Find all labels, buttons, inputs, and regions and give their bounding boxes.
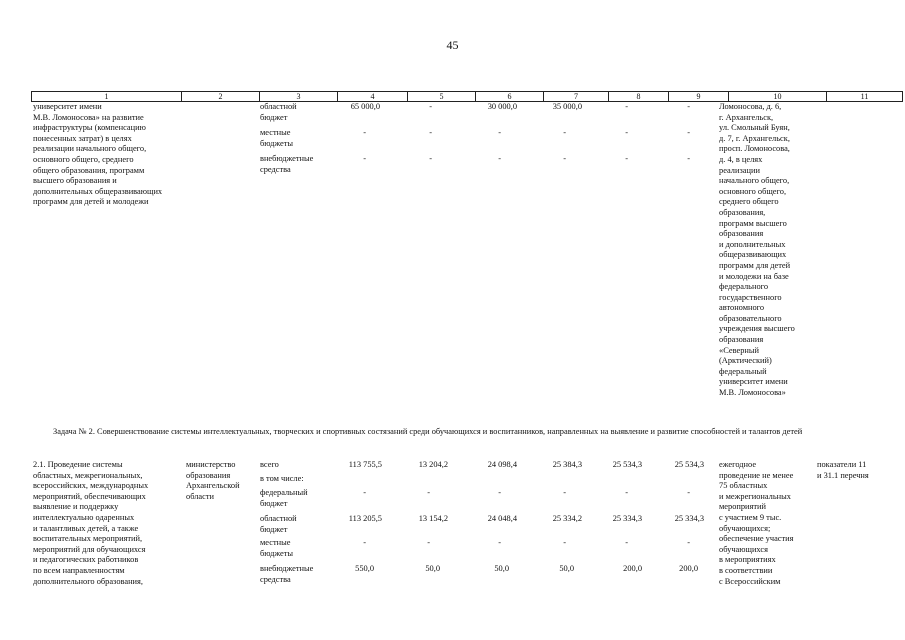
block2-total-y4: 25 534,3 bbox=[612, 460, 642, 469]
block2-extrabudget-y3: 50,0 bbox=[559, 564, 574, 573]
block2-indicators: показатели 11 и 31.1 перечня bbox=[817, 460, 869, 480]
block1-extrabudget-y1: - bbox=[429, 154, 432, 163]
block2-regional-y2: 24 048,4 bbox=[487, 514, 517, 523]
block1-local-total: - bbox=[363, 128, 366, 137]
block1-regional-y5: - bbox=[687, 102, 690, 111]
header-col-7: 7 bbox=[544, 92, 609, 102]
block2-regional-y1: 13 154,2 bbox=[418, 514, 448, 523]
block2-regional-y3: 25 334,2 bbox=[552, 514, 582, 523]
block2-regional-sum: 113 205,5 bbox=[348, 514, 382, 523]
block1-local-y1: - bbox=[429, 128, 432, 137]
block2-federal-y2: - bbox=[498, 488, 501, 497]
block2-total-y2: 24 098,4 bbox=[487, 460, 517, 469]
block2-total-sum: 113 755,5 bbox=[348, 460, 382, 469]
header-col-4: 4 bbox=[338, 92, 408, 102]
block2-federal-y1: - bbox=[427, 488, 430, 497]
block2-source-regional: областной бюджет bbox=[260, 514, 297, 534]
block1-regional-y1: - bbox=[429, 102, 432, 111]
header-col-11: 11 bbox=[827, 92, 903, 102]
header-col-1: 1 bbox=[32, 92, 182, 102]
block1-source-local: местные бюджеты bbox=[260, 128, 294, 148]
block2-local-y1: - bbox=[427, 538, 430, 547]
block1-local-y5: - bbox=[687, 128, 690, 137]
block1-result: Ломоносова, д. 6, г. Архангельск, ул. Смольный Буян, д. 7, г. Архангельск, просп. Ломоносова, д. 4, в целях реализации начального общего, основного общего, среднего общего образования, программ высшего образования и дополнительных общеразвивающих программ для детей и молодежи на базе федерального государственного автономного образовательного учреждения высшего образования «Северный (Арктический) федеральный университет имени М.В. Ломоносова» bbox=[719, 102, 795, 398]
block1-extrabudget-y5: - bbox=[687, 154, 690, 163]
block2-result: ежегодное проведение не менее 75 областных и межрегиональных мероприятий с участием 9 тыс. обучающихся; обеспечение участия обучающихся в мероприятиях в соответствии с Всероссийским bbox=[719, 460, 794, 586]
block1-extrabudget-total: - bbox=[363, 154, 366, 163]
block1-extrabudget-y4: - bbox=[625, 154, 628, 163]
block2-extrabudget-y4: 200,0 bbox=[623, 564, 642, 573]
header-col-10: 10 bbox=[729, 92, 827, 102]
block1-source-extrabudget: внебюджетные средства bbox=[260, 154, 314, 174]
task-heading: Задача № 2. Совершенствование системы интеллектуальных, творческих и спортивных состязаний среди обучающихся и воспитанников, направленных на выявление и развитие способностей и талантов детей bbox=[53, 427, 803, 436]
block2-source-federal: федеральный бюджет bbox=[260, 488, 308, 508]
block1-local-y2: - bbox=[498, 128, 501, 137]
block2-extrabudget-y1: 50,0 bbox=[425, 564, 440, 573]
block2-description: 2.1. Проведение системы областных, межрегиональных, всероссийских, международных мероприятий, обеспечивающих выявление и поддержку интеллектуально одаренных и талантливых детей, а также воспитательных мероприятий, мероприятий для обучающихся и педагогических работников по всем направленностям дополнительного образования, bbox=[33, 460, 149, 586]
header-col-2: 2 bbox=[182, 92, 260, 102]
block1-extrabudget-y3: - bbox=[563, 154, 566, 163]
header-col-8: 8 bbox=[609, 92, 669, 102]
block2-total-y3: 25 384,3 bbox=[552, 460, 582, 469]
block2-local-sum: - bbox=[363, 538, 366, 547]
block1-regional-y4: - bbox=[625, 102, 628, 111]
block1-regional-y3: 35 000,0 bbox=[552, 102, 582, 111]
block1-regional-y2: 30 000,0 bbox=[487, 102, 517, 111]
header-col-5: 5 bbox=[408, 92, 476, 102]
block2-local-y2: - bbox=[498, 538, 501, 547]
block2-federal-y4: - bbox=[625, 488, 628, 497]
block2-federal-sum: - bbox=[363, 488, 366, 497]
header-col-9: 9 bbox=[669, 92, 729, 102]
block2-extrabudget-y5: 200,0 bbox=[679, 564, 698, 573]
block2-local-y3: - bbox=[563, 538, 566, 547]
column-number-header bbox=[31, 91, 903, 102]
block2-regional-y4: 25 334,3 bbox=[612, 514, 642, 523]
block2-source-including: в том числе: bbox=[260, 474, 304, 483]
block2-source-extrabudget: внебюджетные средства bbox=[260, 564, 314, 584]
block1-regional-total: 65 000,0 bbox=[350, 102, 380, 111]
block1-local-y4: - bbox=[625, 128, 628, 137]
block2-extrabudget-y2: 50,0 bbox=[494, 564, 509, 573]
header-col-3: 3 bbox=[260, 92, 338, 102]
page-number: 45 bbox=[446, 38, 459, 52]
block1-extrabudget-y2: - bbox=[498, 154, 501, 163]
block2-source-local: местные бюджеты bbox=[260, 538, 294, 558]
block2-executor: министерство образования Архангельской области bbox=[186, 460, 240, 501]
block1-source-regional: областной бюджет bbox=[260, 102, 297, 122]
block2-total-y5: 25 534,3 bbox=[674, 460, 704, 469]
header-col-6: 6 bbox=[476, 92, 544, 102]
block2-local-y5: - bbox=[687, 538, 690, 547]
block1-description: университет имени М.В. Ломоносова» на развитие инфраструктуры (компенсацию понесенных затрат) в целях реализации начального общего, основного общего, среднего общего образования, программ высшего образования и дополнительных общеразвивающих программ для детей и молодежи bbox=[33, 102, 163, 207]
block2-extrabudget-sum: 550,0 bbox=[355, 564, 374, 573]
block2-source-total: всего bbox=[260, 460, 279, 469]
block2-total-y1: 13 204,2 bbox=[418, 460, 448, 469]
block2-federal-y3: - bbox=[563, 488, 566, 497]
block2-federal-y5: - bbox=[687, 488, 690, 497]
block1-local-y3: - bbox=[563, 128, 566, 137]
block2-local-y4: - bbox=[625, 538, 628, 547]
block2-regional-y5: 25 334,3 bbox=[674, 514, 704, 523]
